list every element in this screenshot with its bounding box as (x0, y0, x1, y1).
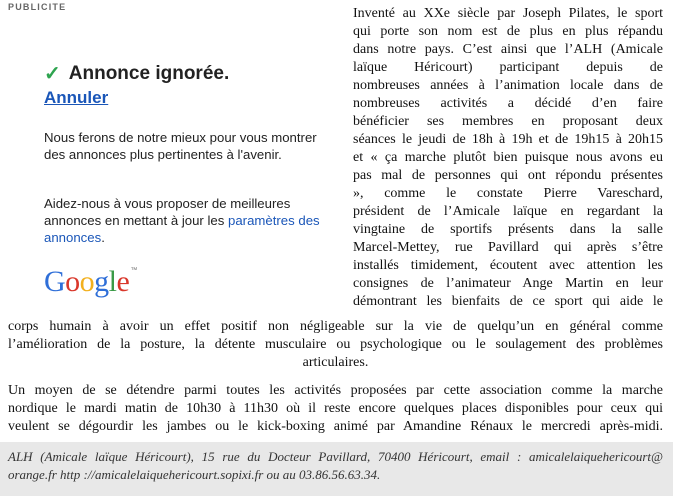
article-line: bénéficier ses membres en proposant deux (353, 114, 663, 129)
article-line: consignes de l’animateur Ange Martin en leur (353, 276, 663, 291)
contact-line: orange.fr http ://amicalelaiquehericourt.sopixi.fr ou au 03.86.56.63.34. (8, 467, 381, 482)
article-line: vingtaine de sportifs présents dans la salle (353, 222, 663, 237)
trademark-symbol: ™ (130, 267, 137, 274)
article-line: Marcel-Mettey, rue Pavillard qui après s’être (353, 240, 663, 255)
article-line: nombreuses années à l’animation locale dans de (353, 78, 663, 93)
contact-info-text (8, 448, 663, 484)
article-line: l’amélioration de la posture, la détente musculaire ou psychologique ou le soulagement des problèmes (8, 337, 663, 352)
article-line: », comme le constate Pierre Vareschard, (353, 186, 663, 201)
ad-info-text: Nous ferons de notre mieux pour vous montrer des annonces plus pertinentes à l'avenir. (44, 130, 317, 162)
ad-dismissed-panel (8, 15, 335, 315)
article-line: et « ça marche plutôt bien puisque nous avons eu (353, 150, 663, 165)
article-line: président de l’Amicale laïque en regardant la (353, 204, 663, 219)
advertisement-label: PUBLICITE (8, 2, 67, 12)
article-line: séances le jeudi de 18h à 19h et de 19h15 à 20h15 (353, 132, 663, 147)
undo-link[interactable]: Annuler (44, 88, 109, 107)
ad-help-prefix: Aidez-nous à vous proposer de meilleures annonces en mettant à jour les (44, 196, 291, 228)
ad-dismissed-headline (44, 63, 229, 85)
article-line: laïque Héricourt) participant depuis de (353, 60, 663, 75)
ad-help-suffix: . (101, 230, 105, 245)
article-line: installés timidement, écoutent avec attention les (353, 258, 663, 273)
article-line: Un moyen de se détendre parmi toutes les activités proposées par cette association comme la marche (8, 383, 663, 398)
article-line: dans notre pays. C’est ainsi que l’ALH (Amicale (353, 42, 663, 57)
ad-settings-link[interactable]: paramètres des annonces (44, 213, 320, 245)
article-line: corps humain à avoir un effet positif non négligeable sur la vie de quelqu’un en général comme (8, 319, 663, 334)
ad-dismissed-text: Annonce ignorée. (68, 63, 230, 84)
article-line: veulent se dégourdir les jambes ou le kick-boxing animé par Amandine Rénaux le mercredi après-midi. (8, 419, 663, 434)
contact-line: ALH (Amicale laïque Héricourt), 15 rue du Docteur Pavillard, 70400 Héricourt, email : amicalelaiquehericourt@ (8, 449, 663, 464)
ad-help-text (44, 195, 334, 246)
checkmark-icon: ✓ (44, 63, 61, 85)
google-logo: Google™ (44, 265, 137, 298)
article-line: qui porte son nom est de plus en plus répandu (353, 24, 663, 39)
article-paragraph-continuation (8, 318, 663, 372)
article-line: démontrant les bienfaits de ce sport qui aide le (353, 294, 663, 309)
article-line: Inventé au XXe siècle par Joseph Pilates, le sport (353, 6, 663, 21)
article-line: nombreuses activités a décidé d’en faire (353, 96, 663, 111)
article-side-column (353, 5, 663, 311)
article-line: articulaires. (302, 355, 369, 370)
article-line: nordique le mardi matin de 10h30 à 11h30 où il reste encore quelques places disponibles pour ceux qui (8, 401, 663, 416)
article-paragraph-second (8, 382, 663, 436)
article-line: pas mal de personnes qui ont répondu présentes (353, 168, 663, 183)
